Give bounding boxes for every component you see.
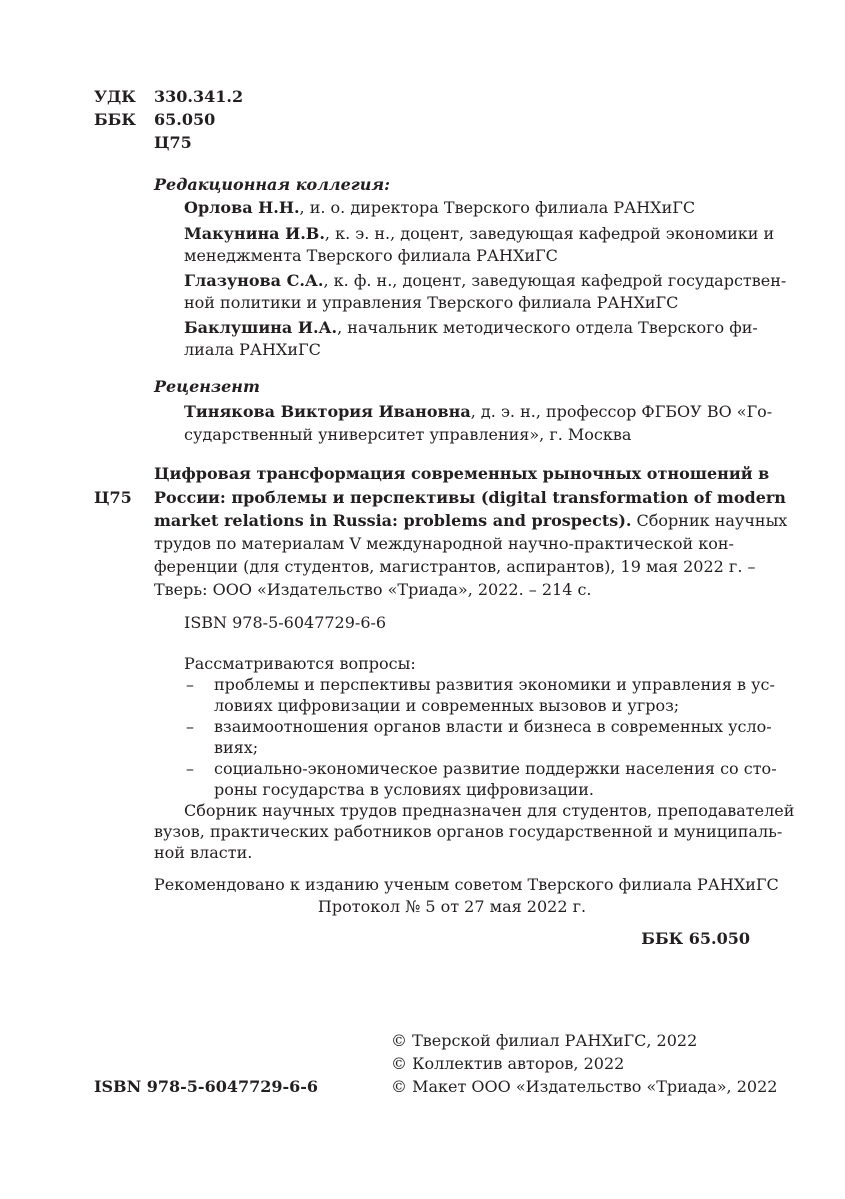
isbn-line: ISBN 978-5-6047729-6-6 (184, 613, 387, 632)
abstract-item-cont: виях; (214, 738, 259, 757)
reviewer-name: Тинякова Виктория Ивановна (184, 402, 471, 421)
abstract-item: проблемы и перспективы развития экономики и управления в ус- (214, 675, 775, 694)
audience-line: вузов, практических работников органов государственной и муниципаль- (154, 822, 783, 841)
editorial-board-heading: Редакционная коллегия: (154, 175, 391, 194)
reviewer-heading: Рецензент (154, 377, 260, 396)
copyright-line: © Тверской филиал РАНХиГС, 2022 (391, 1031, 698, 1050)
member-name: Глазунова С.А. (184, 271, 324, 290)
audience-line: ной власти. (154, 843, 253, 862)
member-name: Баклушина И.А. (184, 318, 338, 337)
dash-bullet: – (186, 717, 194, 736)
member-desc: , к. ф. н., доцент, заведующая кафедрой государствен- (323, 271, 787, 290)
member-name: Макунина И.В. (184, 224, 325, 243)
abstract-item-cont: роны государства в условиях цифровизации. (214, 780, 594, 799)
bib-title-line3 (154, 509, 787, 533)
copyright-line: © Коллектив авторов, 2022 (391, 1054, 625, 1073)
protocol-line: Протокол № 5 от 27 мая 2022 г. (317, 897, 587, 916)
board-member-makunina (184, 222, 774, 246)
abstract-item-cont: ловиях цифровизации и современных вызовов и угроз; (214, 696, 680, 715)
bbk-value: 65.050 (154, 110, 216, 129)
udk-value: 330.341.2 (154, 87, 244, 106)
bbk-footer: ББК 65.050 (641, 929, 750, 948)
member-desc: , начальник методического отдела Тверского фи- (337, 318, 758, 337)
audience-line: Сборник научных трудов предназначен для студентов, преподавателей (184, 801, 795, 820)
udk-label: УДК (94, 87, 136, 106)
reviewer-entry (184, 400, 772, 424)
member-desc: , и. о. директора Тверского филиала РАНХиГС (299, 198, 696, 217)
reviewer-desc-cont: сударственный университет управления», г. Москва (184, 425, 632, 444)
board-member-baklushina (184, 316, 758, 340)
dash-bullet: – (186, 759, 194, 778)
board-member-orlova (184, 196, 695, 220)
bib-title-rest: Сборник научных (631, 511, 788, 530)
bib-desc-line: трудов по материалам V международной научно-практической кон- (154, 534, 734, 553)
member-desc-cont: лиала РАНХиГС (184, 340, 321, 359)
recommendation-line: Рекомендовано к изданию ученым советом Тверского филиала РАНХиГС (154, 875, 779, 894)
copyright-line: © Макет ООО «Издательство «Триада», 2022 (391, 1077, 778, 1096)
abstract-item: социально-экономическое развитие поддержки населения со сто- (214, 759, 777, 778)
bib-desc-line: Тверь: ООО «Издательство «Триада», 2022. – 214 с. (154, 580, 592, 599)
bib-title-line1: Цифровая трансформация современных рыночных отношений в (154, 464, 770, 483)
member-desc: , к. э. н., доцент, заведующая кафедрой экономики и (324, 224, 775, 243)
author-mark: Ц75 (154, 133, 192, 152)
bib-title-line2: России: проблемы и перспективы (digital transformation of modern (154, 488, 786, 507)
dash-bullet: – (186, 675, 194, 694)
bbk-label: ББК (94, 110, 136, 129)
member-desc-cont: ной политики и управления Тверского филиала РАНХиГС (184, 293, 679, 312)
board-member-glazunova (184, 269, 786, 293)
bib-author-mark: Ц75 (94, 488, 132, 507)
footer-isbn: ISBN 978-5-6047729-6-6 (94, 1077, 319, 1096)
reviewer-desc: , д. э. н., профессор ФГБОУ ВО «Го- (470, 402, 773, 421)
abstract-intro: Рассматриваются вопросы: (184, 654, 416, 673)
bib-title-end: market relations in Russia: problems and prospects). (154, 511, 632, 530)
bib-desc-line: ференции (для студентов, магистрантов, аспирантов), 19 мая 2022 г. – (154, 557, 756, 576)
member-name: Орлова Н.Н. (184, 198, 300, 217)
abstract-item: взаимоотношения органов власти и бизнеса в современных усло- (214, 717, 772, 736)
member-desc-cont: менеджмента Тверского филиала РАНХиГС (184, 246, 558, 265)
